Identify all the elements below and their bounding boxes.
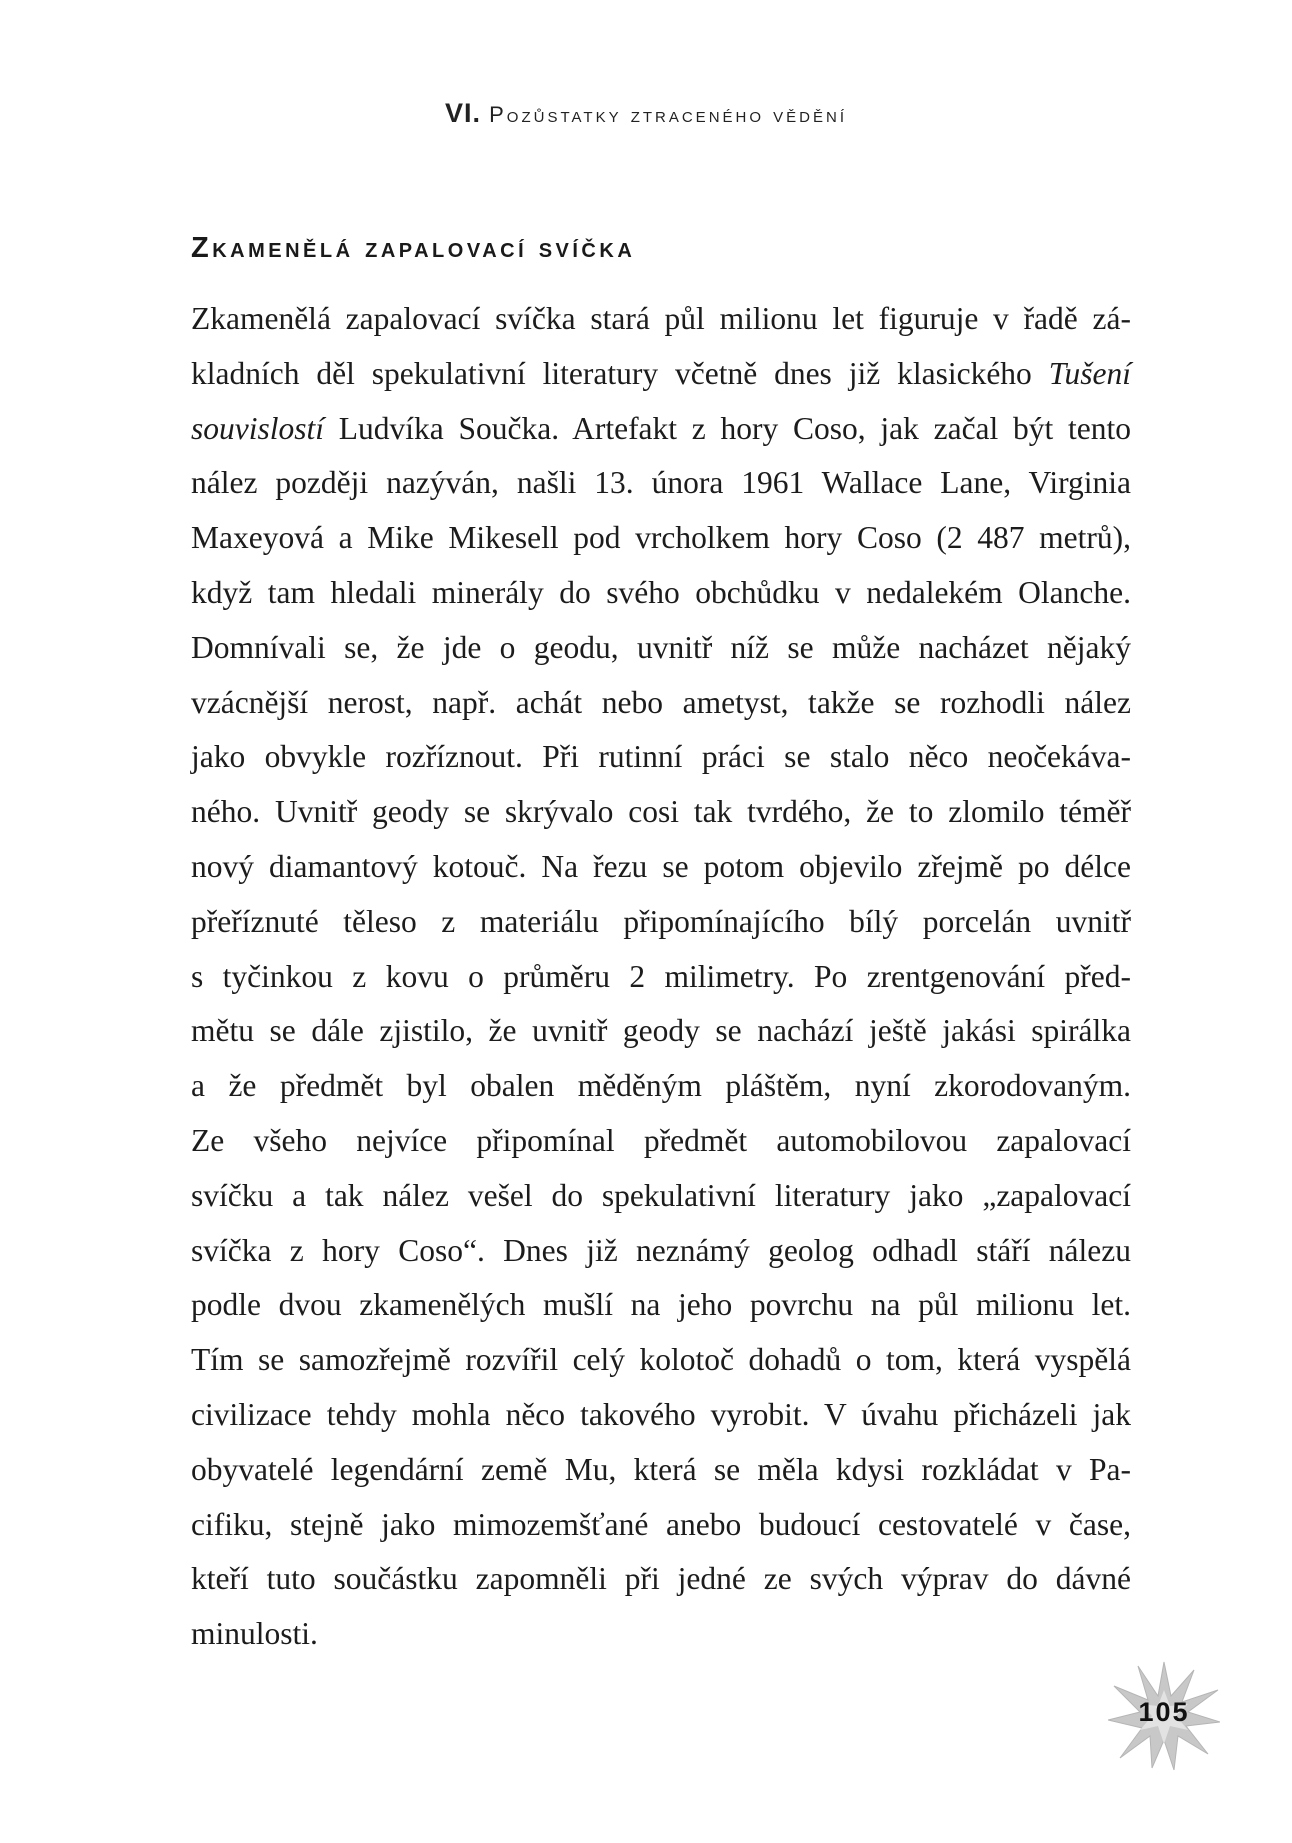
- italic-book-title: souvislostí: [191, 410, 325, 446]
- text-line: a že předmět byl obalen měděným pláštěm, nyní zkorodovaným.: [191, 1068, 1131, 1104]
- text-line: nález později nazýván, našli 13. února 1961 Wallace Lane, Virginia: [191, 465, 1131, 501]
- running-header: [0, 98, 1292, 129]
- text-segment: Ludvíka Součka. Artefakt z hory Coso, jak začal být tento: [338, 410, 1132, 446]
- text-line: obyvatelé legendární země Mu, která se měla kdysi rozkládat v Pa-: [191, 1451, 1131, 1487]
- text-line: nový diamantový kotouč. Na řezu se potom objevilo zřejmě po délce: [191, 848, 1131, 884]
- text-line: cifiku, stejně jako mimozemšťané anebo budoucí cestovatelé v čase,: [191, 1506, 1131, 1542]
- text-line: [191, 402, 1131, 457]
- italic-book-title: Tušení: [1048, 355, 1131, 391]
- text-line: mětu se dále zjistilo, že uvnitř geody se nachází ještě jakási spirálka: [191, 1013, 1131, 1049]
- body-paragraph: [191, 292, 1131, 1662]
- section-title: Zkamenělá zapalovací svíčka: [191, 232, 636, 264]
- text-line: civilizace tehdy mohla něco takového vyrobit. V úvahu přicházeli jak: [191, 1396, 1131, 1432]
- text-line: Maxeyová a Mike Mikesell pod vrcholkem hory Coso (2 487 metrů),: [191, 520, 1131, 556]
- text-line: podle dvou zkamenělých mušlí na jeho povrchu na půl milionu let.: [191, 1287, 1131, 1323]
- text-line: jako obvykle rozříznout. Při rutinní práci se stalo něco neočekáva-: [191, 739, 1131, 775]
- text-line: Ze všeho nejvíce připomínal předmět automobilovou zapalovací: [191, 1122, 1131, 1158]
- page-number: 105: [1138, 1697, 1190, 1727]
- text-line: kteří tuto součástku zapomněli při jedné ze svých výprav do dávné: [191, 1561, 1131, 1597]
- text-line: [191, 347, 1131, 402]
- text-line: Tím se samozřejmě rozvířil celý kolotoč dohadů o tom, která vyspělá: [191, 1342, 1131, 1378]
- text-line: s tyčinkou z kovu o průměru 2 milimetry. Po zrentgenování před-: [191, 958, 1131, 994]
- text-line: svíčku a tak nález vešel do spekulativní literatury jako „zapalovací: [191, 1177, 1131, 1213]
- text-line: ného. Uvnitř geody se skrývalo cosi tak tvrdého, že to zlomilo téměř: [191, 794, 1131, 830]
- text-line: Zkamenělá zapalovací svíčka stará půl milionu let figuruje v řadě zá-: [191, 301, 1131, 336]
- text-line: přeříznuté těleso z materiálu připomínajícího bílý porcelán uvnitř: [191, 903, 1131, 939]
- text-line: minulosti.: [191, 1616, 318, 1652]
- text-line: když tam hledali minerály do svého obchůdku v nedalekém Olanche.: [191, 574, 1131, 610]
- text-line: svíčka z hory Coso“. Dnes již neznámý geolog odhadl stáří nálezu: [191, 1232, 1131, 1268]
- chapter-number: VI.: [444, 98, 481, 128]
- chapter-title: Pozůstatky ztraceného vědění: [489, 102, 847, 127]
- text-line: Domnívali se, že jde o geodu, uvnitř níž se může nacházet nějaký: [191, 629, 1131, 665]
- page-number-badge: [1108, 1660, 1220, 1772]
- text-line: vzácnější nerost, např. achát nebo ametyst, takže se rozhodli nález: [191, 684, 1131, 720]
- text-segment: kladních děl spekulativní literatury včetně dnes již klasického: [191, 355, 1049, 391]
